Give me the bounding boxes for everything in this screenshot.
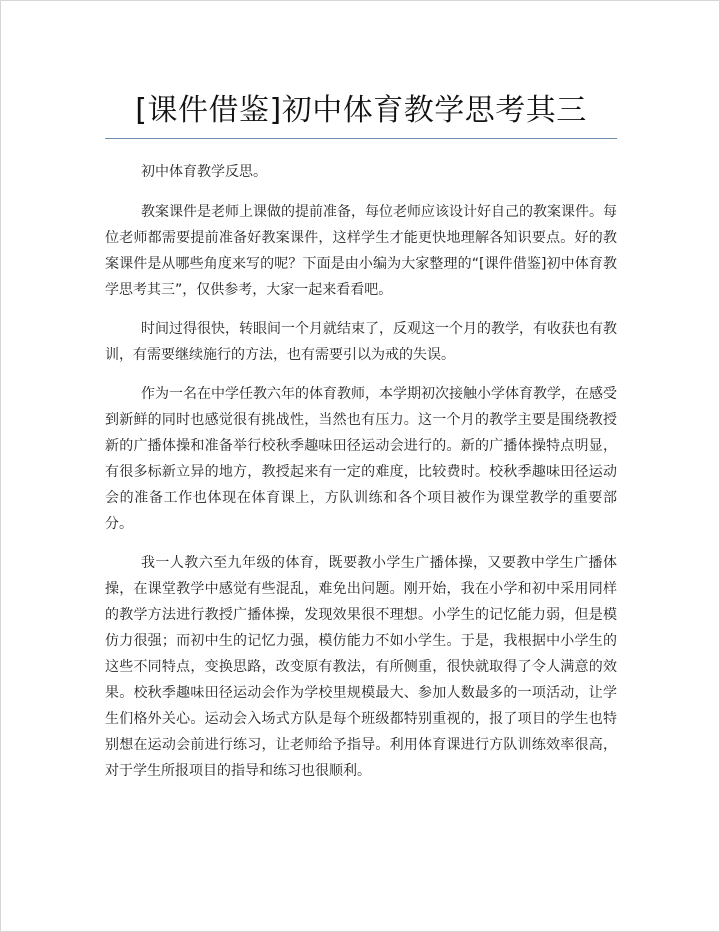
document-title: [课件借鉴]初中体育教学思考其三 — [135, 93, 587, 128]
paragraph-preface: 教案课件是老师上课做的提前准备，每位老师应该设计好自己的教案课件。每位老师都需要提前准备好教案课件，这样学生才能更快地理解各知识要点。好的教案课件是从哪些角度来写的呢？下面是由小编为大家整理的“[课件借鉴]初中体育教学思考其三”，仅供参考，大家一起来看看吧。 — [105, 204, 617, 298]
paragraph-teaching-methods: 我一人教六至九年级的体育，既要教小学生广播体操，又要教中学生广播体操，在课堂教学中感觉有些混乱，难免出问题。刚开始，我在小学和初中采用同样的教学方法进行教授广播体操，发现效果很不理想。小学生的记忆能力弱，但是模仿力很强；而初中生的记忆力强，模仿能力不如小学生。于是，我根据中小学生的这些不同特点，变换思路，改变原有教法，有所侧重，很快就取得了令人满意的效果。校秋季趣味田径运动会作为学校里规模最大、参加人数最多的一项活动，让学生们格外关心。运动会入场式方队是每个班级都特别重视的，报了项目的学生也特别想在运动会前进行练习，让老师给予指导。利用体育课进行方队训练效率很高，对于学生所报项目的指导和练习也很顺利。 — [105, 555, 617, 779]
title-divider — [105, 138, 617, 139]
paragraph-teaching-context: 作为一名在中学任教六年的体育教师，本学期初次接触小学体育教学，在感受到新鲜的同时也感觉很有挑战性，当然也有压力。这一个月的教学主要是围绕教授新的广播体操和准备举行校秋季趣味田径运动会进行的。新的广播体操特点明显，有很多标新立异的地方，教授起来有一定的难度，比较费时。校秋季趣味田径运动会的准备工作也体现在体育课上，方队训练和各个项目被作为课堂教学的重要部分。 — [105, 386, 617, 532]
paragraph-reflection: 时间过得很快，转眼间一个月就结束了，反观这一个月的教学，有收获也有教训，有需要继续施行的方法，也有需要引以为戒的失误。 — [105, 321, 617, 363]
paragraph-intro: 初中体育教学反思。 — [141, 164, 267, 180]
document-body — [105, 159, 617, 797]
